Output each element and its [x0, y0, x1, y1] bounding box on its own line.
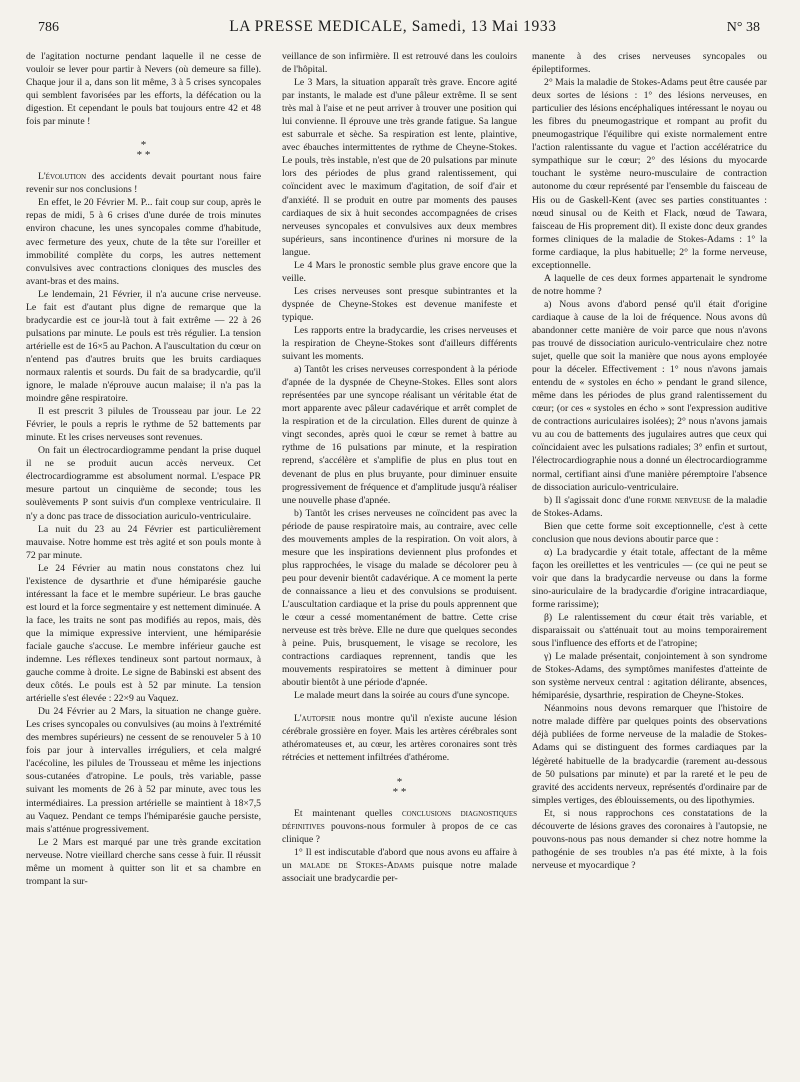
paragraph: Le 2 Mars est marqué par une très grande excitation nerveuse. Notre vieillard cherche sans cesse à fuir. Il réussit même un moment à quitter son lit et sa chambre en trompant la sur-: [26, 836, 261, 887]
paragraph: Le malade meurt dans la soirée au cours d'une syncope.: [294, 690, 510, 702]
paragraph: L'autopsie nous montre qu'il n'existe aucune lésion cérébrale grossière en foyer. Mais les artères cérébrales sont athéromateuses et, au cœur, les artères coronaires sont très rétrécies et nettement infiltrées d'athérome.: [282, 713, 517, 764]
page-header: [38, 18, 760, 40]
section-separator: * * *: [136, 139, 151, 162]
paragraph: a) Tantôt les crises nerveuses correspondent à la période d'apnée de la dyspnée de Cheyne-Stokes. Elles sont alors représentées par une syncope réalisant un véritable état de mort apparente avec pâleur cadavérique et arrêt complet de la respiration et de la circulation. Elles durent de quinze à vingt secondes, après quoi le cœur se remet à battre au rythme de 16 pulsations par minute, et la respiration reprend, s'accélère et s'amplifie de plus en plus tout en devenant de plus en plus bruyante, pour diminuer ensuite progressivement de fréquence et d'amplitude jusqu'à réaliser une nouvelle phase d'apnée.: [282, 364, 517, 506]
column-2: [282, 50, 517, 1068]
paragraph: α) La bradycardie y était totale, affectant de la même façon les oreillettes et les ventricules — (ce qui ne peut se voir que dans la bradycardie nerveuse ou dans la forme sino-auriculaire de la bradycardie d'origine intracardiaque, forme rarissime);: [532, 546, 767, 610]
paragraph: b) Il s'agissait donc d'une forme nerveuse de la maladie de Stokes-Adams.: [532, 494, 767, 519]
lead-in: L'évolution: [38, 171, 87, 183]
column-1: [26, 50, 261, 1068]
section-separator: * * *: [392, 775, 407, 798]
paragraph: b) Tantôt les crises nerveuses ne coïncident pas avec la période de pause respiratoire mais, au contraire, avec celle des mouvements amples de la respiration. On voit alors, à mesure que les inspirations deviennent plus profondes et plus rapprochées, le visage du malade se décolorer peu à peu pour devenir bientôt cadavérique. A ce moment la perte de connaissance a lieu et des convulsions se produisent. L'auscultation cardiaque et la prise du pouls apprennent que le cœur a cessé momentanément de battre. Cette crise nerveuse est très brève. Elle ne dure que quelques secondes à peine. Puis, brusquement, le visage se recolore, les contractions cardiaques reprennent, tandis que les mouvements respiratoires se mettent à diminuer pour aboutir bientôt à une période d'apnée.: [282, 507, 517, 689]
paragraph: γ) Le malade présentait, conjointement à son syndrome de Stokes-Adams, des symptômes manifestes d'atteinte de son système nerveux central : agitation délirante, absences, hémiparésie, dysarthrie, respiration de Cheyne-Stokes.: [532, 651, 767, 702]
paragraph: A laquelle de ces deux formes appartenait le syndrome de notre homme ?: [532, 272, 767, 297]
issue-number: N° 38: [726, 20, 760, 35]
paragraph: Et maintenant quelles conclusions diagnostiques définitives pouvons-nous formuler à propos de ce cas clinique ?: [282, 807, 517, 845]
paragraph: Bien que cette forme soit exceptionnelle, c'est à cette conclusion que nous devions aboutir parce que :: [532, 520, 767, 545]
paragraph: Les crises nerveuses sont presque subintrantes et la dyspnée de Cheyne-Stokes est devenue manifeste et typique.: [282, 285, 517, 323]
paragraph: La nuit du 23 au 24 Février est particulièrement mauvaise. Notre homme est très agité et son pouls monte à 72 par minute.: [26, 523, 261, 561]
paragraph: L'évolution des accidents devait pourtant nous faire revenir sur nos conclusions !: [26, 171, 261, 196]
lead-in: malade de Stokes-Adams: [299, 859, 415, 871]
paragraph: Le lendemain, 21 Février, il n'a aucune crise nerveuse. Le fait est d'autant plus digne de remarque que la bradycardie est ce jour-là tout à fait extrême — 22 à 26 pulsations par minute. Le pouls est très régulier. La tension artérielle est de 16×5 au Pachon. A l'auscultation du cœur on n'entend pas d'autres bruits que les bruits cardiaques normaux ralentis et sourds. Du fait de sa bradycardie, qu'il ignore, le malade n'éprouve aucun malaise; il n'a pas la moindre gêne respiratoire.: [26, 288, 261, 405]
paragraph: Il est prescrit 3 pilules de Trousseau par jour. Le 22 Février, le pouls a repris le rythme de 52 battements par minute. Et les crises nerveuses sont revenues.: [26, 406, 261, 444]
paragraph: veillance de son infirmière. Il est retrouvé dans les couloirs de l'hôpital.: [282, 51, 517, 76]
paragraph: a) Nous avons d'abord pensé qu'il était d'origine cardiaque à cause de la loi de fréquence. Nous avons dû abandonner cette manière de voir parce que nous n'avons pas trouvé de dissociation auriculo-ventriculaire chez notre sujet, quelle que soit la manière que nous ayons employée pour la déceler. Effectivement : 1° nous n'avons jamais entendu de « systoles en écho » pendant le grand silence, même dans les périodes de plus grand ralentissement du cœur; (or ces « systoles en écho » sont l'expression auditive de contractions auriculaires isolées); 2° nous n'avons jamais vu au cou de battements des jugulaires autres que ceux qui coïncidaient avec les pulsations radiales; 3° enfin et surtout, l'électrocardiographie nous a donné un électrocardiogramme normal, certifiant ainsi d'une manière péremptoire l'absence de dissociation auriculo-ventriculaire.: [532, 298, 767, 493]
paragraph: Le 24 Février au matin nous constatons chez lui l'existence de dysarthrie et d'une hémiparésie gauche intéressant la face et le membre supérieur. Le bras gauche est lourd et la force segmentaire y est nettement diminuée. A la face, les traits ne sont pas modifiés au repos, mais, dès que la mimique expressive intervient, une hémiparésie faciale gauche s'accuse. Le membre inférieur gauche est indemne. Les réflexes tendineux sont partout normaux, à gauche comme à droite. Le signe de Babinski est absent des deux côtés. Le pouls est à 52 par minute. La tension artérielle s'est élevée : 22×9 au Vaquez.: [26, 562, 261, 705]
paragraph: Du 24 Février au 2 Mars, la situation ne change guère. Les crises syncopales ou convulsives (au moins à l'extrémité des membres supérieurs) ne cessent de se renouveler 5 à 10 fois par jour à intervalles irréguliers, et cela malgré l'acécoline, les pilules de Trousseau et même les injections sous-cutanées d'atropine. Le pouls, très variable, passe suivant les moments de 26 à 52 par minute, avec tous les intermédiaires. La pression artérielle se maintient à 18×7,5 au Vaquez. Pendant ce temps l'hémiparésie gauche persiste, mais s'atténue progressivement.: [26, 706, 261, 835]
paragraph: Néanmoins nous devons remarquer que l'histoire de notre malade diffère par quelques points des observations déjà publiées de forme nerveuse de la maladie de Stokes-Adams qui se distinguent des formes cardiaques par la légèreté habituelle de la bradycardie (rarement au-dessous de 50 pulsations par minute) et par la rareté et le peu de gravité des accidents nerveux, représentés d'ordinaire par de simples vertiges, des éblouissements, ou des lipothymies.: [532, 703, 767, 806]
paragraph: Les rapports entre la bradycardie, les crises nerveuses et la respiration de Cheyne-Stokes sont d'ailleurs différents suivant les moments.: [282, 324, 517, 363]
paragraph: β) Le ralentissement du cœur était très variable, et disparaissait ou s'atténuait tout au moins temporairement sous l'influence des efforts et de l'atropine;: [532, 612, 767, 650]
paragraph: 1° Il est indiscutable d'abord que nous avons eu affaire à un malade de Stokes-Adams puisque notre malade associait une bradycardie per-: [282, 846, 517, 884]
column-3: [532, 50, 767, 1068]
page-number: 786: [38, 20, 59, 35]
paragraph: On fait un électrocardiogramme pendant la prise duquel il ne se produit aucun accès nerveux. Cet électrocardiogramme est absolument normal. L'espace PR mesure partout un cinquième de seconde; tous les soulèvements P sont suivis d'un complexe ventriculaire. Il n'y a donc pas trace de dissociation auriculo-ventriculaire.: [26, 445, 261, 522]
lead-in: forme nerveuse: [647, 494, 711, 506]
paragraph: 2° Mais la maladie de Stokes-Adams peut être causée par deux sortes de lésions : 1° des lésions nerveuses, en particulier des lésions encéphaliques intéressant le noyau ou les fibres du pneumogastrique et rompant au profit du pneumogastrique l'équilibre qui existe normalement entre l'action ralentissante du vague et l'action accélératrice du sympathique sur le cœur; 2° des lésions du myocarde touchant le système neuro-musculaire de contraction autonome du cœur représenté par l'ensemble du faisceau de His ou de Gaskell-Kent (avec ses parties constituantes : nœud sinusal ou de Keith et Flack, nœud de Tawara, faisceau de His proprement dit). Il existe donc deux grandes formes cliniques de la maladie de Stokes-Adams : 1° la forme cardiaque, la plus habituelle; 2° la forme nerveuse, exceptionnelle.: [532, 77, 767, 271]
lead-in: conclusions diagnostiques définitives: [282, 807, 517, 832]
paragraph: En effet, le 20 Février M. P... fait coup sur coup, après le repas de midi, 5 à 6 crises d'une durée de trois minutes environ chacune, les unes syncopales comme d'habitude, avec fermeture des yeux, chute de la tête sur l'oreiller et immobilité complète du corps, les autres nettement convulsives avec contractions cloniques des muscles des avant-bras et des mains.: [26, 197, 261, 287]
paragraph: de l'agitation nocturne pendant laquelle il ne cesse de vouloir se lever pour partir à Nevers (où demeure sa fille). Chaque jour il a, dans son lit même, 3 à 5 crises syncopales qui semblent favorisées par les efforts, la défécation ou la digestion. Et cependant le pouls bat toujours entre 42 et 48 fois par minute !: [26, 51, 261, 128]
paragraph: Et, si nous rapprochons ces constatations de la découverte de lésions graves des coronaires à l'autopsie, ne pouvons-nous pas nous demander si chez notre homme la pathogénie de ses troubles n'a pas été mixte, à la fois nerveuse et myocardique ?: [532, 807, 767, 871]
paragraph: manente à des crises nerveuses syncopales ou épileptiformes.: [532, 51, 767, 76]
paragraph: Le 3 Mars, la situation apparaît très grave. Encore agité par instants, le malade est d'une pâleur extrême. Il se sent très mal à l'aise et ne peut arriver à trouver une position qui lui convienne. Il éprouve une très grande fatigue. Sa langue est saburrale et sèche. Sa respiration est lente, plaintive, avec ébauches intermittentes de rythme de Cheyne-Stokes. Le pouls, très instable, n'est que de 20 pulsations par minute lors des périodes de plus grand ralentissement, qui coïncident avec le maximum d'agitation, de soif d'air et d'anxiété. Il se produit en outre par moments des pauses cardiaques de six à huit secondes accompagnées de crises nerveuses syncopales et convulsives aux deux membres supérieurs, sans incontinence d'urines ni morsure de la langue.: [282, 77, 517, 258]
lead-in: L'autopsie: [294, 713, 336, 725]
paragraph: Le 4 Mars le pronostic semble plus grave encore que la veille.: [282, 259, 517, 284]
journal-title: LA PRESSE MEDICALE, Samedi, 13 Mai 1933: [229, 18, 557, 35]
